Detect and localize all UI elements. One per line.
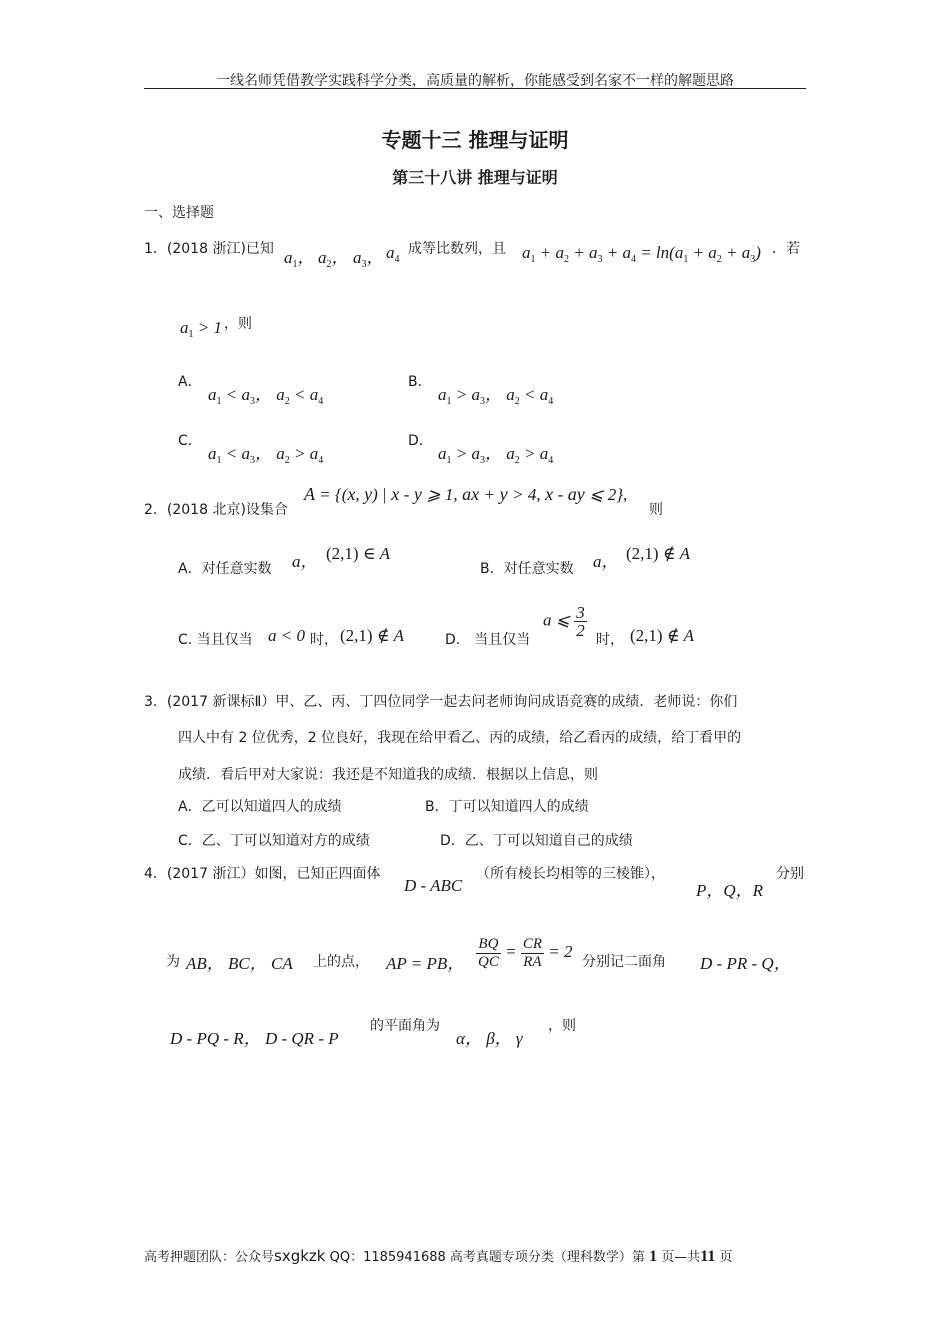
q3-line-2: 四人中有 2 位优秀，2 位良好，我现在给甲看乙、丙的成绩，给乙看丙的成绩，给丁看甲的 bbox=[178, 730, 742, 746]
q1-seq-4: $a_4$ bbox=[386, 243, 400, 265]
page-footer bbox=[144, 1246, 733, 1266]
page-title: 专题十三 推理与证明 bbox=[381, 128, 569, 152]
q1-seq-1: $a_1$， bbox=[284, 248, 315, 270]
header-divider bbox=[144, 88, 806, 89]
q4-paren: （所有棱长均相等的三棱锥）， bbox=[476, 866, 665, 882]
q4-prefix: 4．(2017 浙江）如图，已知正四面体 bbox=[144, 866, 381, 882]
q1-line2-suffix: ，则 bbox=[224, 316, 252, 332]
q1-seq-3: $a_3$， bbox=[353, 248, 384, 270]
q3-line-1: 3．(2017 新课标Ⅱ）甲、乙、丙、丁四位同学一起去问老师询问成语竞赛的成绩．老师说：你们 bbox=[144, 694, 738, 710]
q3-line-3: 成绩．看后甲对大家说：我还是不知道我的成绩．根据以上信息，则 bbox=[178, 767, 598, 783]
q2-option-d-math: (2,1) ∉ A bbox=[630, 626, 695, 645]
q1-condition: $a_1 > 1$ bbox=[180, 318, 222, 340]
q2-option-b-math: (2,1) ∉ A bbox=[626, 544, 691, 563]
q3-option-c: C．乙、丁可以知道对方的成绩 bbox=[178, 833, 370, 849]
q4-line2-c: 分别记二面角 bbox=[582, 954, 666, 970]
q2-option-c-math: (2,1) ∉ A bbox=[340, 626, 405, 645]
q2-option-c-cond: a < 0 bbox=[268, 626, 305, 645]
footer-page-number: 1 bbox=[649, 1248, 658, 1265]
q4-line3-b: ，则 bbox=[548, 1018, 576, 1034]
footer-mid: 页—共 bbox=[661, 1250, 701, 1265]
q2-option-d-cond: a ⩽ $\frac{3}{2}$ bbox=[543, 603, 585, 640]
footer-end: 页 bbox=[719, 1250, 733, 1265]
q1-mid: 成等比数列，且 bbox=[408, 241, 506, 257]
q2-option-c-label: C. 当且仅当 bbox=[178, 632, 253, 648]
q3-option-a: A．乙可以知道四人的成绩 bbox=[178, 799, 342, 815]
q2-option-d-suffix: 时， bbox=[596, 632, 624, 648]
q1-option-a-math: $a_1 < a_3$， $a_2 < a_4$ bbox=[208, 385, 324, 407]
q4-edges: AB， BC， CA bbox=[186, 954, 293, 973]
q4-angle-1: D - PR - Q， bbox=[700, 954, 791, 973]
q1-suffix: ．若 bbox=[772, 241, 800, 257]
q2-option-a-var: a， bbox=[292, 552, 318, 571]
q1-option-c-math: $a_1 < a_3$， $a_2 > a_4$ bbox=[208, 444, 324, 466]
q1-option-b-label: B． bbox=[408, 374, 432, 390]
q4-suffix: 分别 bbox=[776, 866, 804, 882]
section-heading: 一、选择题 bbox=[144, 205, 214, 221]
q1-prefix: 1．(2018 浙江)已知 bbox=[144, 241, 274, 257]
q2-option-c-suffix: 时， bbox=[310, 632, 338, 648]
footer-team: 高考押题团队：公众号 bbox=[144, 1250, 275, 1265]
q4-line3-a: 的平面角为 bbox=[370, 1018, 440, 1034]
q4-greek: α， β， γ bbox=[456, 1029, 523, 1048]
q2-prefix: 2．(2018 北京)设集合 bbox=[144, 502, 288, 518]
q4-ratio: $\frac{BQ}{QC}$ = $\frac{CR}{RA}$ = 2 bbox=[478, 936, 573, 970]
q2-option-b-label: B．对任意实数 bbox=[480, 561, 574, 577]
q1-option-a-label: A． bbox=[178, 374, 202, 390]
q4-angles-2-3: D - PQ - R， D - QR - P bbox=[170, 1029, 339, 1048]
footer-qq: QQ：1185941688 高考真题专项分类（理科数学）第 bbox=[325, 1250, 645, 1265]
header-slogan: 一线名师凭借教学实践科学分类，高质量的解析，你能感受到名家不一样的解题思路 bbox=[216, 73, 734, 89]
q3-option-d: D．乙、丁可以知道自己的成绩 bbox=[440, 833, 633, 849]
q1-option-d-math: $a_1 > a_3$， $a_2 > a_4$ bbox=[438, 444, 554, 466]
q4-line2-b: 上的点， bbox=[313, 954, 369, 970]
q2-option-d-label: D． 当且仅当 bbox=[445, 632, 531, 648]
q1-equation: $a_1 + a_2 + a_3 + a_4 = \ln(a_1 + a_2 + a_3)$ bbox=[522, 243, 761, 265]
q1-option-c-label: C． bbox=[178, 433, 202, 449]
q2-set-definition: A = {(x, y) | x - y ⩾ 1, ax + y > 4, x - ay ⩽ 2}, bbox=[304, 484, 628, 504]
q4-line2-a: 为 bbox=[166, 954, 180, 970]
q3-option-b: B．丁可以知道四人的成绩 bbox=[425, 799, 589, 815]
q4-points: P，Q，R bbox=[696, 881, 764, 900]
q1-option-d-label: D． bbox=[408, 433, 433, 449]
q2-option-a-math: (2,1) ∈ A bbox=[326, 544, 391, 563]
page-subtitle: 第三十八讲 推理与证明 bbox=[392, 168, 558, 187]
q2-suffix: 则 bbox=[649, 502, 663, 518]
q1-option-b-math: $a_1 > a_3$， $a_2 < a_4$ bbox=[438, 385, 554, 407]
footer-total-pages: 11 bbox=[700, 1248, 716, 1265]
q2-option-a-label: A．对任意实数 bbox=[178, 561, 272, 577]
q4-tetrahedron: D - ABC bbox=[404, 876, 463, 895]
q1-seq-2: $a_2$， bbox=[318, 248, 349, 270]
q4-equal: AP = PB， bbox=[386, 954, 465, 973]
q2-option-b-var: a， bbox=[593, 552, 619, 571]
footer-brand: sxgkzk bbox=[274, 1247, 326, 1265]
